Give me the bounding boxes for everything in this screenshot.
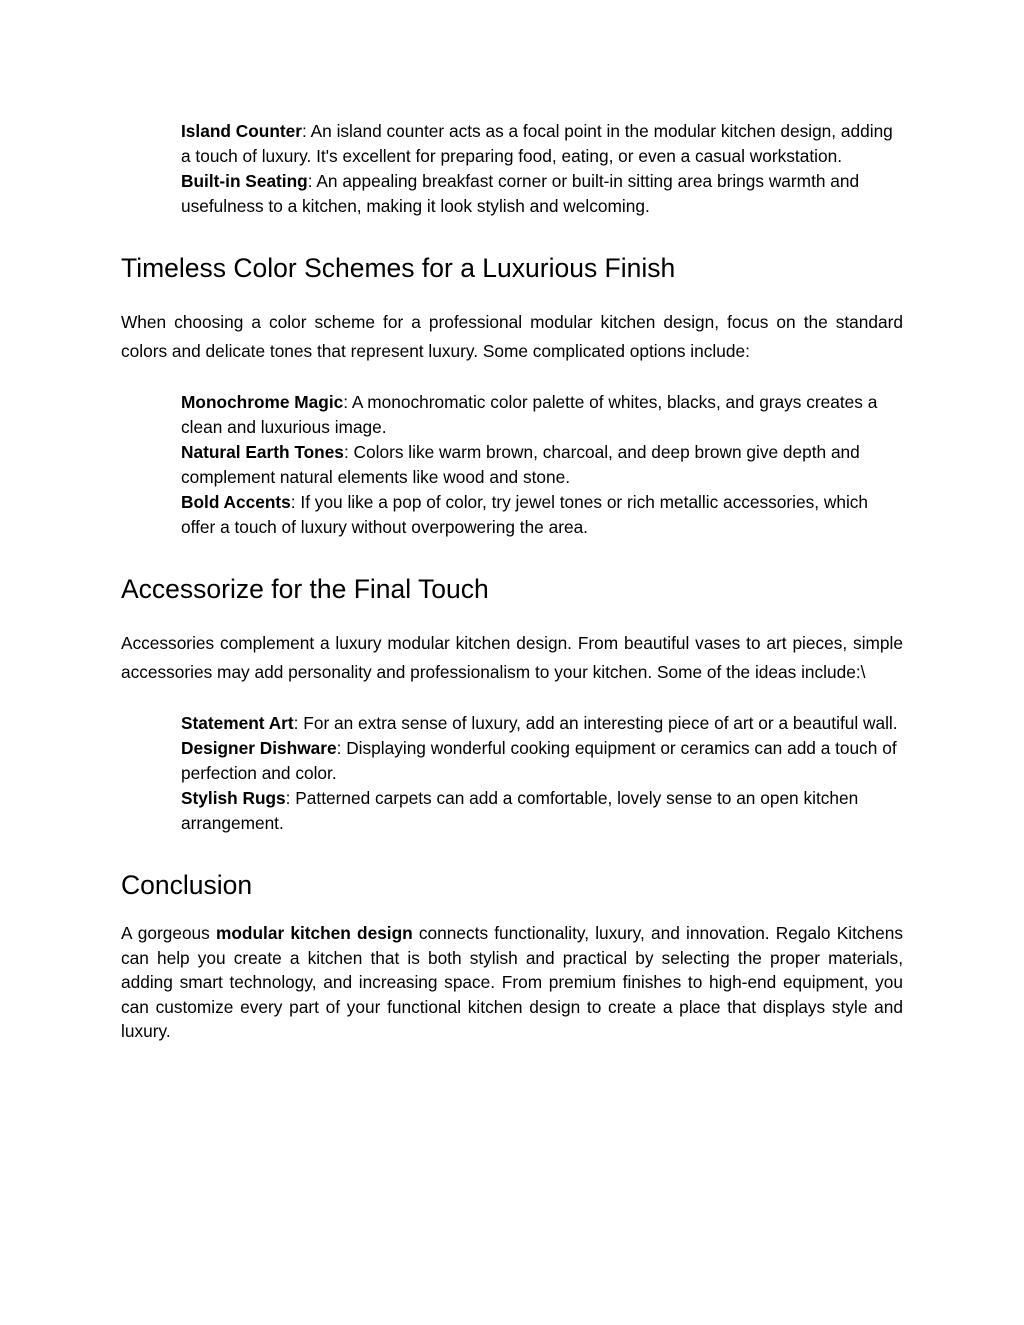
conclusion-text-end: connects functionality, luxury, and innovation. Regalo Kitchens can help you create a kitchen that is both stylish and practical by selecting the proper materials, adding smart technology, and increasing space. From premium finishes to high-end equipment, you can customize every part of your functional kitchen design to create a place that displays style and luxury. — [121, 923, 904, 1041]
conclusion-text-start: A gorgeous — [121, 923, 216, 943]
list-item-term: Monochrome Magic — [181, 392, 344, 412]
list-item-text: : For an extra sense of luxury, add an interesting piece of art or a beautiful wall. — [293, 713, 898, 733]
list-item — [181, 169, 903, 219]
list-item-term: Designer Dishware — [181, 738, 337, 758]
list-item-text: : Displaying wonderful cooking equipment or ceramics can add a touch of perfection and color. — [181, 738, 897, 783]
section-heading-accessorize: Accessorize for the Final Touch — [121, 574, 489, 604]
accessorize-list — [121, 711, 903, 836]
list-item-text: : An island counter acts as a focal point in the modular kitchen design, adding a touch of luxury. It's excellent for preparing food, eating, or even a casual workstation. — [181, 121, 893, 166]
list-item-text: : Colors like warm brown, charcoal, and deep brown give depth and complement natural elements like wood and stone. — [181, 442, 860, 487]
list-item-term: Statement Art — [181, 713, 294, 733]
section-heading-color-schemes: Timeless Color Schemes for a Luxurious Finish — [121, 253, 676, 283]
list-item-text: : An appealing breakfast corner or built-in sitting area brings warmth and usefulness to a kitchen, making it look stylish and welcoming. — [181, 171, 860, 216]
section-paragraph-color-schemes: When choosing a color scheme for a professional modular kitchen design, focus on the standard colors and delicate tones that represent luxury. Some complicated options include: — [121, 312, 903, 361]
list-item — [181, 736, 903, 786]
list-item-text: : If you like a pop of color, try jewel tones or rich metallic accessories, which offer a touch of luxury without overpowering the area. — [181, 492, 869, 537]
section-paragraph-conclusion — [121, 921, 903, 1044]
list-item-term: Bold Accents — [181, 492, 291, 512]
list-item-term: Stylish Rugs — [181, 788, 286, 808]
conclusion-keyword: modular kitchen design — [216, 923, 413, 943]
list-item-text: : A monochromatic color palette of whites, blacks, and grays creates a clean and luxurious image. — [181, 392, 878, 437]
document-content — [121, 119, 903, 1044]
kitchen-features-list — [121, 119, 903, 219]
section-paragraph-accessorize: Accessories complement a luxury modular kitchen design. From beautiful vases to art pieces, simple accessories may add personality and professionalism to your kitchen. Some of the ideas include:\ — [121, 633, 903, 682]
list-item — [181, 119, 903, 169]
list-item-term: Island Counter — [181, 121, 302, 141]
color-schemes-list — [121, 390, 903, 540]
list-item — [181, 711, 903, 736]
list-item — [181, 490, 903, 540]
list-item — [181, 390, 903, 440]
list-item-term: Built-in Seating — [181, 171, 308, 191]
list-item-term: Natural Earth Tones — [181, 442, 344, 462]
list-item — [181, 786, 903, 836]
list-item — [181, 440, 903, 490]
section-heading-conclusion: Conclusion — [121, 870, 253, 900]
list-item-text: : Patterned carpets can add a comfortable, lovely sense to an open kitchen arrangement. — [181, 788, 859, 833]
